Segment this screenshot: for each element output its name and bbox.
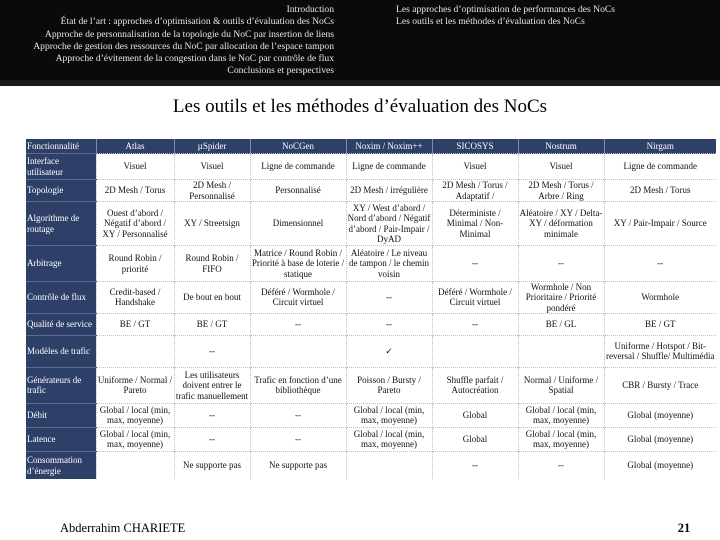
table-row xyxy=(26,367,716,403)
row-header: Consommation d’énergie xyxy=(26,451,96,479)
table-cell: Global (moyenne) xyxy=(604,451,716,479)
table-cell: Wormhole xyxy=(604,282,716,314)
table-cell: -- xyxy=(432,451,518,479)
table-cell: Global / local (min, max, moyenne) xyxy=(518,403,604,427)
table-cell: Visuel xyxy=(518,154,604,180)
table-cell: BE / GT xyxy=(174,313,250,335)
table-cell: -- xyxy=(518,451,604,479)
row-header: Algorithme de routage xyxy=(26,202,96,246)
table-cell xyxy=(96,451,174,479)
outline-subitem-approaches[interactable]: Les approches d’optimisation de performances des NoCs xyxy=(396,4,615,15)
table-cell: -- xyxy=(250,313,346,335)
table-cell: 2D Mesh / Torus / Arbre / Ring xyxy=(518,180,604,202)
table-row xyxy=(26,427,716,451)
outline-left xyxy=(0,4,334,78)
table-cell: Poisson / Bursty / Pareto xyxy=(346,367,432,403)
table-cell: Déterministe / Minimal / Non-Minimal xyxy=(432,202,518,246)
table-cell: Dimensionnel xyxy=(250,202,346,246)
table-cell: BE / GT xyxy=(96,313,174,335)
table-cell xyxy=(250,335,346,367)
table-row xyxy=(26,246,716,282)
table-row xyxy=(26,202,716,246)
table-header-row xyxy=(26,139,716,154)
table-cell: -- xyxy=(250,403,346,427)
table-cell: Uniforme / Normal / Pareto xyxy=(96,367,174,403)
column-header: Noxim / Noxim++ xyxy=(346,139,432,154)
table-corner: Fonctionnalité xyxy=(26,139,96,154)
table-cell: ✓ xyxy=(346,335,432,367)
author-name: Abderrahim CHARIETE xyxy=(60,521,186,535)
table-cell: -- xyxy=(604,246,716,282)
table-cell xyxy=(96,335,174,367)
table-cell: -- xyxy=(346,313,432,335)
table-cell: Déféré / Wormhole / Circuit virtuel xyxy=(250,282,346,314)
table-body xyxy=(26,154,716,480)
table-cell: Global (moyenne) xyxy=(604,427,716,451)
table-cell: CBR / Bursty / Trace xyxy=(604,367,716,403)
table-cell: Global xyxy=(432,427,518,451)
table-cell: -- xyxy=(518,246,604,282)
table-cell: Global / local (min, max, moyenne) xyxy=(518,427,604,451)
table-row xyxy=(26,180,716,202)
table-cell: Aléatoire / Le niveau de tampon / le chemin voisin xyxy=(346,246,432,282)
table-cell: Déféré / Wormhole / Circuit virtuel xyxy=(432,282,518,314)
table-cell: Ne supporte pas xyxy=(174,451,250,479)
table-cell: 2D Mesh / Personnalisé xyxy=(174,180,250,202)
table-cell: 2D Mesh / Torus / Adaptatif / xyxy=(432,180,518,202)
table-cell: -- xyxy=(432,246,518,282)
outline-item-resources[interactable]: Approche de gestion des ressources du NoC par allocation de l’espace tampon xyxy=(33,40,334,52)
row-header: Débit xyxy=(26,403,96,427)
table-cell: Global (moyenne) xyxy=(604,403,716,427)
table-cell: Ne supporte pas xyxy=(250,451,346,479)
row-header: Générateurs de trafic xyxy=(26,367,96,403)
table-cell: Matrice / Round Robin / Priorité à base de loterie / statique xyxy=(250,246,346,282)
outline-item-topology[interactable]: Approche de personnalisation de la topologie du NoC par insertion de liens xyxy=(44,28,334,40)
outline-item-state-of-art[interactable]: État de l’art : approches d’optimisation & outils d’évaluation des NoCs xyxy=(60,16,334,28)
table-cell: De bout en bout xyxy=(174,282,250,314)
table-cell: Personnalisé xyxy=(250,180,346,202)
slide-title: Les outils et les méthodes d’évaluation des NoCs xyxy=(172,96,548,117)
table-cell: Wormhole / Non Prioritaire / Priorité pondéré xyxy=(518,282,604,314)
table-cell: Ouest d’abord / Négatif d’abord / XY / Personnalisé xyxy=(96,202,174,246)
table-cell: Visuel xyxy=(96,154,174,180)
table-cell: Shuffle parfait / Autocréation xyxy=(432,367,518,403)
table-cell: Round Robin / priorité xyxy=(96,246,174,282)
table-cell: BE / GT xyxy=(604,313,716,335)
table-cell: Global xyxy=(432,403,518,427)
table-cell: -- xyxy=(174,335,250,367)
table-cell: Les utilisateurs doivent entrer le trafic manuellement xyxy=(174,367,250,403)
header-navigation-bar xyxy=(0,0,720,80)
row-header: Latence xyxy=(26,427,96,451)
table-cell: XY / Streetsign xyxy=(174,202,250,246)
outline-subitem-tools[interactable]: Les outils et les méthodes d’évaluation des NoCs xyxy=(396,16,585,28)
outline-item-introduction[interactable]: Introduction xyxy=(286,4,334,15)
table-cell: BE / GL xyxy=(518,313,604,335)
outline-item-congestion[interactable]: Approche d’évitement de la congestion dans le NoC par contrôle de flux xyxy=(55,53,334,65)
table-cell: 2D Mesh / Torus xyxy=(96,180,174,202)
table-cell: Ligne de commande xyxy=(346,154,432,180)
page-number: 21 xyxy=(677,521,691,535)
column-header: Nirgam xyxy=(604,139,716,154)
table-cell: 2D Mesh / Torus xyxy=(604,180,716,202)
table-cell: Visuel xyxy=(432,154,518,180)
row-header: Modèles de trafic xyxy=(26,335,96,367)
table-cell: -- xyxy=(432,313,518,335)
table-cell: Credit-based / Handshake xyxy=(96,282,174,314)
table-cell: Global / local (min, max, moyenne) xyxy=(96,403,174,427)
column-header: NoCGen xyxy=(250,139,346,154)
table-cell xyxy=(518,335,604,367)
column-header: SICOSYS xyxy=(432,139,518,154)
table-row xyxy=(26,313,716,335)
table-cell: Global / local (min, max, moyenne) xyxy=(346,427,432,451)
row-header: Contrôle de flux xyxy=(26,282,96,314)
row-header: Topologie xyxy=(26,180,96,202)
table-cell xyxy=(432,335,518,367)
row-header: Qualité de service xyxy=(26,313,96,335)
row-header: Arbitrage xyxy=(26,246,96,282)
table-cell: Round Robin / FIFO xyxy=(174,246,250,282)
table-cell: -- xyxy=(346,282,432,314)
table-cell: XY / West d’abord / Nord d’abord / Négatif d’abord / Pair-Impair / DyAD xyxy=(347,202,431,244)
table-cell: Global / local (min, max, moyenne) xyxy=(346,403,432,427)
table-cell: Ligne de commande xyxy=(604,154,716,180)
table-cell: Ligne de commande xyxy=(250,154,346,180)
table-cell: Global / local (min, max, moyenne) xyxy=(96,427,174,451)
table-cell: 2D Mesh / irrégulière xyxy=(346,180,432,202)
header-divider xyxy=(0,80,720,86)
column-header: Atlas xyxy=(96,139,174,154)
table-row xyxy=(26,335,716,367)
row-header: Interface utilisateur xyxy=(26,154,96,180)
comparison-table xyxy=(26,139,716,479)
table-row xyxy=(26,403,716,427)
table-row xyxy=(26,451,716,479)
table-cell: Aléatoire / XY / Delta-XY / déformation minimale xyxy=(518,202,604,246)
outline-item-conclusions[interactable]: Conclusions et perspectives xyxy=(227,65,334,77)
table-cell: -- xyxy=(174,403,250,427)
column-header: µSpider xyxy=(174,139,250,154)
table-cell xyxy=(346,451,432,479)
table-row xyxy=(26,282,716,314)
table-cell: Normal / Uniforme / Spatial xyxy=(518,367,604,403)
table-cell: -- xyxy=(174,427,250,451)
outline-right xyxy=(396,4,716,29)
table-cell: Trafic en fonction d’une bibliothèque xyxy=(250,367,346,403)
column-header: Nostrum xyxy=(518,139,604,154)
table-cell: XY / Pair-Impair / Source xyxy=(604,202,716,246)
table-row xyxy=(26,154,716,180)
table-cell: Uniforme / Hotspot / Bit-reversal / Shuffle/ Multimédia xyxy=(604,335,716,367)
table-cell: Visuel xyxy=(174,154,250,180)
table-cell: -- xyxy=(250,427,346,451)
